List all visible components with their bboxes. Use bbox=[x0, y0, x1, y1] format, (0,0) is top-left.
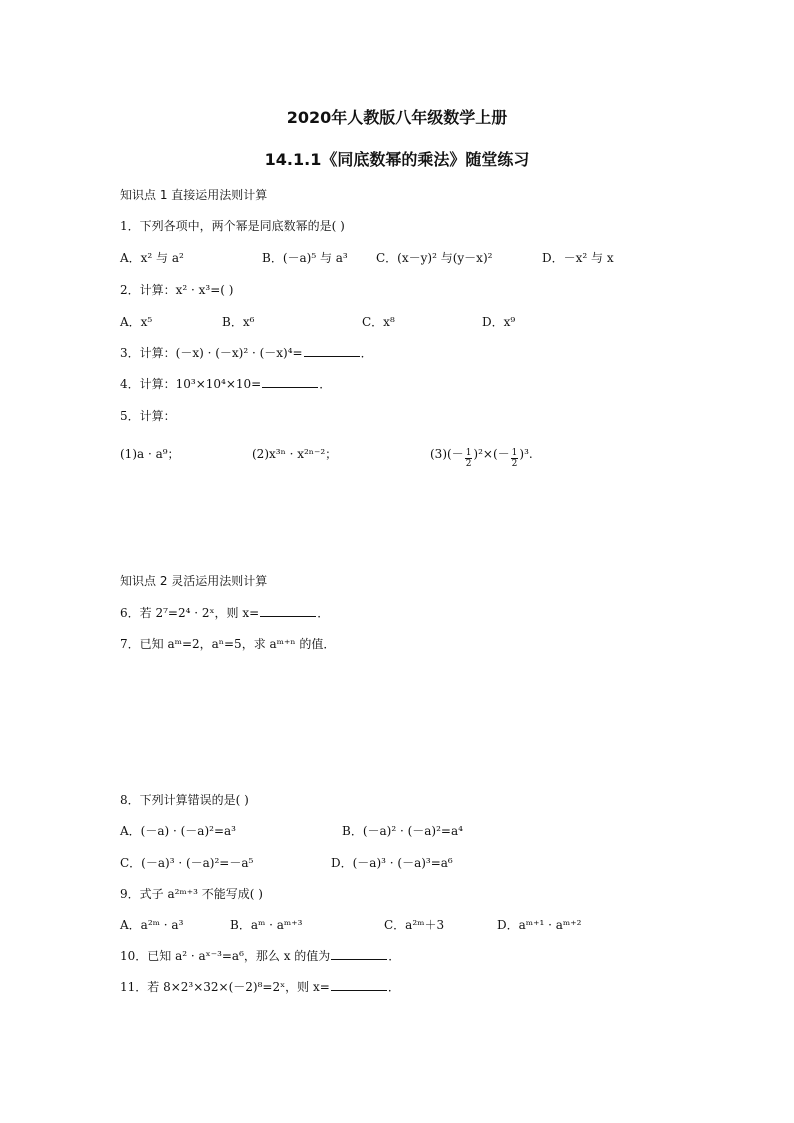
fraction-numerator: 1 bbox=[465, 448, 472, 458]
question-2-option-c: C．x⁸ bbox=[362, 315, 395, 329]
question-2-option-d: D．x⁹ bbox=[482, 315, 516, 329]
question-11-end: ． bbox=[387, 980, 400, 994]
question-1-option-b: B．(－a)⁵ 与 a³ bbox=[262, 251, 348, 265]
fraction-one-half bbox=[465, 448, 473, 469]
fraction-denominator: 2 bbox=[511, 459, 518, 469]
question-3 bbox=[120, 345, 373, 361]
fraction-numerator: 1 bbox=[511, 448, 518, 458]
worksheet-title: 2020年人教版八年级数学上册 bbox=[286, 108, 508, 127]
question-3-end: ． bbox=[360, 346, 373, 360]
question-8-option-d: D．(－a)³ · (－a)³=a⁶ bbox=[331, 856, 453, 870]
question-6-stem: 6．若 2⁷=2⁴ · 2ˣ，则 x= bbox=[120, 606, 260, 620]
question-9-option-b: B．aᵐ · aᵐ⁺³ bbox=[230, 918, 303, 932]
question-7-stem: 7．已知 aᵐ=2，aⁿ=5，求 aᵐ⁺ⁿ 的值． bbox=[120, 637, 336, 651]
question-9-option-a: A．a²ᵐ · a³ bbox=[120, 918, 184, 932]
question-3-stem: 3．计算：(－x) · (－x)² · (－x)⁴= bbox=[120, 346, 303, 360]
section-heading-1: 知识点 1 直接运用法则计算 bbox=[120, 188, 268, 202]
question-8-option-c: C．(－a)³ · (－a)²=－a⁵ bbox=[120, 856, 254, 870]
question-4-end: ． bbox=[319, 377, 332, 391]
part-3-prefix: (3)(－ bbox=[430, 447, 464, 461]
question-9-stem: 9．式子 a²ᵐ⁺³ 不能写成( ) bbox=[120, 887, 263, 901]
question-9-option-c: C．a²ᵐ＋3 bbox=[384, 918, 445, 932]
question-6-end: ． bbox=[317, 606, 330, 620]
answer-blank bbox=[262, 377, 318, 388]
question-10-end: ． bbox=[388, 949, 401, 963]
question-1-option-d: D．－x² 与 x bbox=[542, 251, 614, 265]
part-3-end: )³. bbox=[519, 447, 533, 461]
question-2-option-a: A．x⁵ bbox=[120, 315, 153, 329]
question-8-stem: 8．下列计算错误的是( ) bbox=[120, 793, 249, 807]
fraction-denominator: 2 bbox=[465, 459, 472, 469]
answer-blank bbox=[331, 980, 387, 991]
question-5-part-1: (1)a · a⁹； bbox=[120, 447, 180, 461]
answer-blank bbox=[304, 346, 360, 357]
question-1-option-a: A．x² 与 a² bbox=[120, 251, 184, 265]
question-4-stem: 4．计算：10³×10⁴×10= bbox=[120, 377, 262, 391]
question-6 bbox=[120, 605, 329, 621]
question-10-stem: 10．已知 a² · aˣ⁻³=a⁶，那么 x 的值为 bbox=[120, 949, 331, 963]
question-2-option-b: B．x⁶ bbox=[222, 315, 255, 329]
question-10 bbox=[120, 948, 400, 964]
question-8-option-a: A．(－a) · (－a)²=a³ bbox=[120, 824, 236, 838]
part-3-middle: )²×(－ bbox=[473, 447, 510, 461]
answer-blank bbox=[260, 606, 316, 617]
question-8-option-b: B．(－a)² · (－a)²=a⁴ bbox=[342, 824, 463, 838]
question-11 bbox=[120, 979, 400, 995]
question-2-stem: 2．计算：x² · x³=( ) bbox=[120, 283, 234, 297]
question-4 bbox=[120, 376, 331, 392]
question-5-part-2: (2)x³ⁿ · x²ⁿ⁻²； bbox=[252, 447, 338, 461]
answer-blank bbox=[331, 949, 387, 960]
fraction-one-half bbox=[511, 448, 519, 469]
section-heading-2: 知识点 2 灵活运用法则计算 bbox=[120, 574, 268, 588]
question-5-stem: 5．计算： bbox=[120, 409, 176, 423]
question-1-option-c: C．(x－y)² 与(y－x)² bbox=[376, 251, 493, 265]
question-5-part-3 bbox=[430, 446, 533, 469]
question-11-stem: 11．若 8×2³×32×(－2)⁸=2ˣ，则 x= bbox=[120, 980, 330, 994]
question-1-stem: 1．下列各项中，两个幂是同底数幂的是( ) bbox=[120, 219, 345, 233]
question-9-option-d: D．aᵐ⁺¹ · aᵐ⁺² bbox=[497, 918, 582, 932]
worksheet-subtitle: 14.1.1《同底数幂的乘法》随堂练习 bbox=[264, 150, 530, 169]
